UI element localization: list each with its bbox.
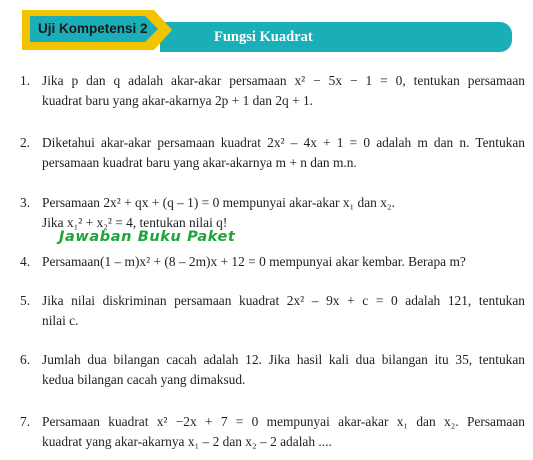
problem-item — [20, 412, 525, 452]
problem-text-line: Diketahui akar-akar persamaan kuadrat 2x² – 4x + 1 = 0 adalah m dan n. Tentukan — [42, 135, 525, 150]
problem-text-line: persamaan kuadrat baru yang akar-akarnya m + n dan m.n. — [42, 155, 357, 170]
section-banner — [0, 8, 533, 62]
problem-number: 1. — [20, 73, 31, 88]
problem-text-line: Jika x₁² + x₂² = 4, tentukan nilai q! — [42, 215, 228, 230]
problem-text-line: Jika p dan q adalah akar-akar persamaan x² − 5x − 1 = 0, tentukan persamaan — [42, 73, 525, 88]
problem-item — [20, 133, 525, 173]
problem-number: 5. — [20, 293, 31, 308]
problem-number: 3. — [20, 195, 31, 210]
problem-number: 7. — [20, 414, 31, 429]
problem-number: 4. — [20, 254, 31, 269]
problem-text-line: Jumlah dua bilangan cacah adalah 12. Jika hasil kali dua bilangan itu 35, tentukan — [42, 352, 525, 367]
problem-text-line: Persamaan 2x² + qx + (q – 1) = 0 mempunyai akar-akar x₁ dan x₂. — [42, 195, 395, 210]
problem-item — [20, 193, 525, 233]
section-title-bar — [160, 22, 512, 52]
problem-text-line: kedua bilangan cacah yang dimaksud. — [42, 372, 246, 387]
problem-text-line: Persamaan(1 – m)x² + (8 – 2m)x + 12 = 0 mempunyai akar kembar. Berapa m? — [42, 254, 466, 269]
problem-number: 6. — [20, 352, 31, 367]
problem-text-line: Persamaan kuadrat x² −2x + 7 = 0 mempunyai akar-akar x₁ dan x₂. Persamaan — [42, 414, 525, 429]
problem-number: 2. — [20, 135, 31, 150]
problem-text-line: kuadrat yang akar-akarnya x₁ – 2 dan x₂ – 2 adalah .... — [42, 434, 332, 449]
watermark-text: Jawaban Buku Paket — [59, 229, 236, 245]
problem-item — [20, 291, 525, 331]
tab-label: Uji Kompetensi 2 — [38, 21, 148, 36]
section-title: Fungsi Kuadrat — [214, 29, 313, 45]
problem-text-line: kuadrat baru yang akar-akarnya 2p + 1 dan 2q + 1. — [42, 93, 314, 108]
problem-text-line: Jika nilai diskriminan persamaan kuadrat 2x² – 9x + c = 0 adalah 121, tentukan — [42, 293, 525, 308]
problem-item — [20, 71, 525, 111]
problem-item — [20, 350, 525, 390]
problem-text-line: nilai c. — [42, 313, 79, 328]
problem-item — [20, 252, 525, 272]
